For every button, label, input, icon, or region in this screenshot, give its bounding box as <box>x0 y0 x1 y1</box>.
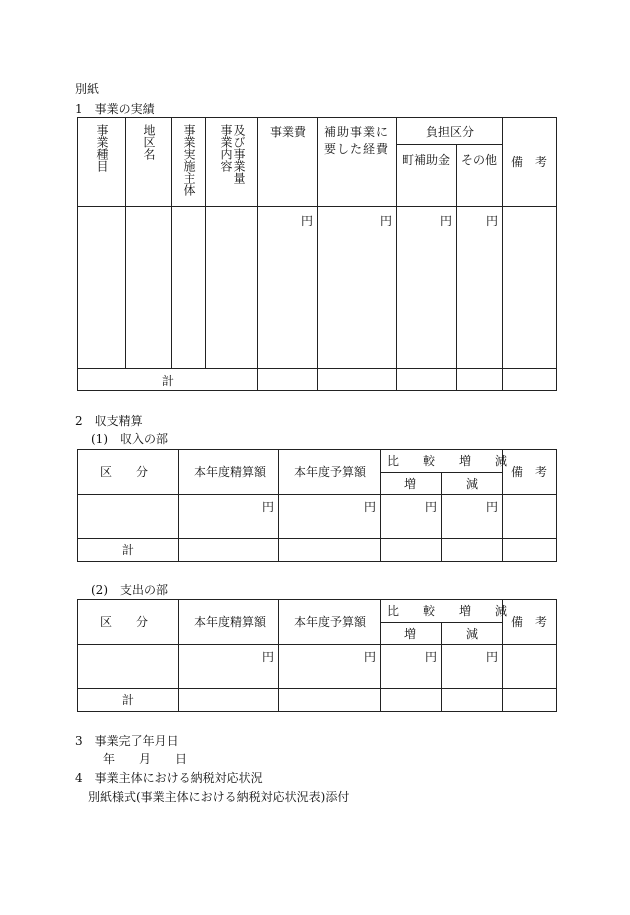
page-heading: 別紙 <box>75 82 100 96</box>
income-yen-budget: 円 <box>364 500 377 514</box>
yen-other: 円 <box>486 214 499 228</box>
col-cost: 事業費 <box>270 125 307 139</box>
income-col-settle: 本年度精算額 <box>194 465 267 479</box>
income-total-label: 計 <box>122 543 135 557</box>
income-col-remarks: 備 考 <box>511 465 548 479</box>
col-area: 地区名 <box>142 124 156 160</box>
total-label: 計 <box>162 374 175 388</box>
section1-title: 1 事業の実績 <box>75 102 155 116</box>
income-col-dec: 減 <box>466 477 479 491</box>
col-burden: 負担区分 <box>426 125 475 139</box>
col-content-b: 及び事業量 <box>232 124 246 184</box>
income-col-budget: 本年度予算額 <box>294 465 367 479</box>
income-col-inc: 増 <box>404 477 417 491</box>
section4-title: 4 事業主体における納税対応状況 <box>75 771 263 785</box>
expense-yen-settle: 円 <box>262 650 275 664</box>
completion-date: 年 月 日 <box>103 752 188 766</box>
col-content-a: 事業内容 <box>219 124 233 172</box>
yen-town: 円 <box>440 214 453 228</box>
income-col-kubun: 区 分 <box>100 465 149 479</box>
income-col-compare: 比 較 増 減 <box>387 454 508 468</box>
expense-col-budget: 本年度予算額 <box>294 615 367 629</box>
yen-aux: 円 <box>380 214 393 228</box>
expense-subtitle: (2) 支出の部 <box>91 583 168 597</box>
col-entity: 事業実施主体 <box>182 124 196 196</box>
col-aux-line1: 補助事業に <box>324 125 390 139</box>
col-type: 事業種目 <box>95 124 109 172</box>
expense-col-kubun: 区 分 <box>100 615 149 629</box>
expense-col-dec: 減 <box>466 627 479 641</box>
income-yen-settle: 円 <box>262 500 275 514</box>
section3-title: 3 事業完了年月日 <box>75 734 179 748</box>
results-table <box>77 117 557 391</box>
income-subtitle: (1) 収入の部 <box>91 432 168 446</box>
col-other: その他 <box>461 153 498 167</box>
expense-col-compare: 比 較 増 減 <box>387 604 508 618</box>
expense-yen-inc: 円 <box>425 650 438 664</box>
expense-total-label: 計 <box>122 693 135 707</box>
income-table <box>77 449 557 562</box>
expense-col-settle: 本年度精算額 <box>194 615 267 629</box>
col-town: 町補助金 <box>402 153 451 167</box>
section2-title: 2 収支精算 <box>75 414 143 428</box>
expense-yen-budget: 円 <box>364 650 377 664</box>
expense-col-inc: 増 <box>404 627 417 641</box>
col-aux-line2: 要した経費 <box>324 142 390 156</box>
section4-body: 別紙様式(事業主体における納税対応状況表)添付 <box>88 790 350 804</box>
expense-yen-dec: 円 <box>486 650 499 664</box>
yen-cost: 円 <box>301 214 314 228</box>
col-remarks: 備 考 <box>511 155 548 169</box>
expense-table <box>77 599 557 712</box>
expense-col-remarks: 備 考 <box>511 615 548 629</box>
income-yen-dec: 円 <box>486 500 499 514</box>
income-yen-inc: 円 <box>425 500 438 514</box>
